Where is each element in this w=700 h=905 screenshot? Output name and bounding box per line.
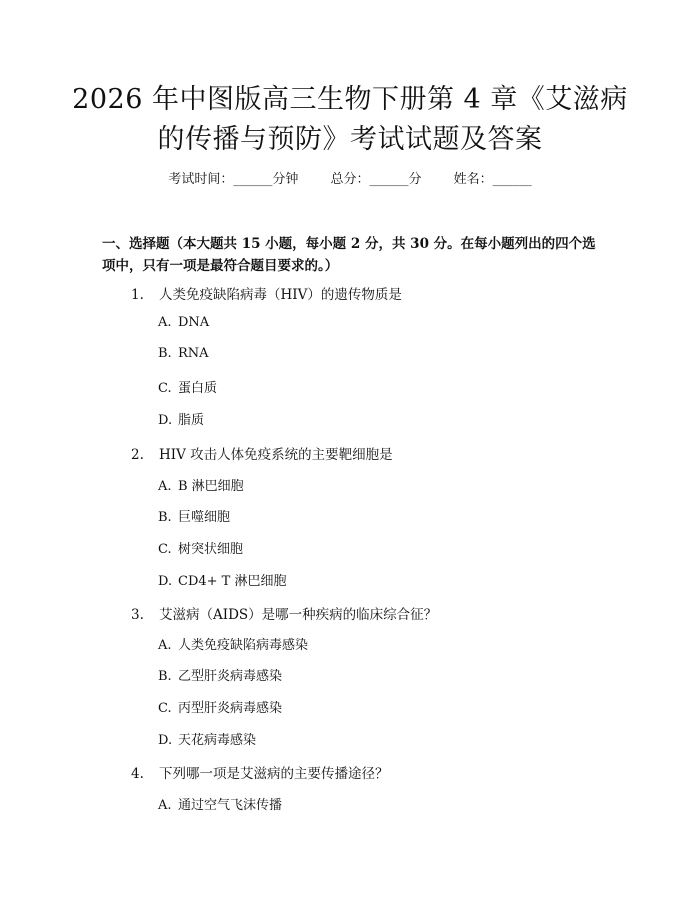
option-2d	[158, 570, 286, 589]
option-text: RNA	[178, 346, 209, 361]
option-1a	[158, 315, 209, 330]
option-letter: B.	[158, 669, 172, 684]
option-letter: A.	[158, 638, 172, 653]
option-text: 天花病毒感染	[178, 733, 257, 748]
exam-title-line-2: 的传播与预防》考试试题及答案	[157, 124, 543, 155]
question-text: 人类免疫缺陷病毒（HIV）的遗传物质是	[159, 287, 402, 303]
option-letter: D.	[158, 574, 173, 589]
option-1d	[158, 409, 204, 428]
exam-info-row	[0, 168, 700, 187]
option-1b	[158, 346, 209, 361]
option-letter: C.	[158, 381, 172, 396]
option-text: 树突状细胞	[178, 542, 244, 557]
option-3d	[158, 729, 256, 748]
option-text: 巨噬细胞	[178, 510, 231, 525]
option-text: 脂质	[178, 413, 205, 428]
option-letter: D.	[158, 733, 173, 748]
question-1	[131, 283, 402, 303]
question-text: HIV 攻击人体免疫系统的主要靶细胞是	[159, 447, 393, 463]
question-number: 2.	[131, 447, 144, 463]
option-text: B 淋巴细胞	[178, 479, 244, 494]
option-text: CD4+ T 淋巴细胞	[178, 574, 287, 589]
question-3	[131, 603, 437, 623]
option-2c	[158, 538, 243, 557]
option-text: 蛋白质	[178, 381, 218, 396]
option-letter: A.	[158, 315, 172, 330]
option-text: 丙型肝炎病毒感染	[178, 701, 283, 716]
option-text: 乙型肝炎病毒感染	[178, 669, 283, 684]
option-text: 人类免疫缺陷病毒感染	[178, 638, 309, 653]
option-3b	[158, 665, 282, 684]
option-letter: C.	[158, 542, 172, 557]
option-2a	[158, 475, 244, 494]
option-text: 通过空气飞沫传播	[178, 798, 283, 813]
section-heading-line-2: 项中，只有一项是最符合题目要求的。）	[102, 258, 339, 274]
student-name-field: 姓名：______	[453, 172, 532, 187]
question-2	[131, 443, 393, 463]
option-1c	[158, 377, 217, 396]
question-text: 下列哪一项是艾滋病的主要传播途径？	[159, 766, 389, 782]
option-4a	[158, 794, 282, 813]
option-letter: B.	[158, 346, 172, 361]
option-3c	[158, 697, 282, 716]
question-4	[131, 762, 389, 782]
exam-title-line-1: 2026 年中图版高三生物下册第 4 章《艾滋病	[72, 84, 628, 115]
option-letter: C.	[158, 701, 172, 716]
option-letter: B.	[158, 510, 172, 525]
question-text: 艾滋病（AIDS）是哪一种疾病的临床综合征？	[159, 607, 438, 623]
total-score-field: 总分：______分	[330, 172, 422, 187]
exam-time-field: 考试时间：______分钟	[168, 172, 299, 187]
option-text: DNA	[178, 315, 210, 330]
option-2b	[158, 506, 230, 525]
option-letter: D.	[158, 413, 173, 428]
option-letter: A.	[158, 479, 172, 494]
question-number: 3.	[131, 607, 144, 623]
option-3a	[158, 634, 308, 653]
option-letter: A.	[158, 798, 172, 813]
question-number: 1.	[131, 287, 144, 303]
question-number: 4.	[131, 766, 144, 782]
section-heading-line-1: 一、选择题（本大题共 15 小题，每小题 2 分，共 30 分。在每小题列出的四个选	[102, 236, 596, 252]
